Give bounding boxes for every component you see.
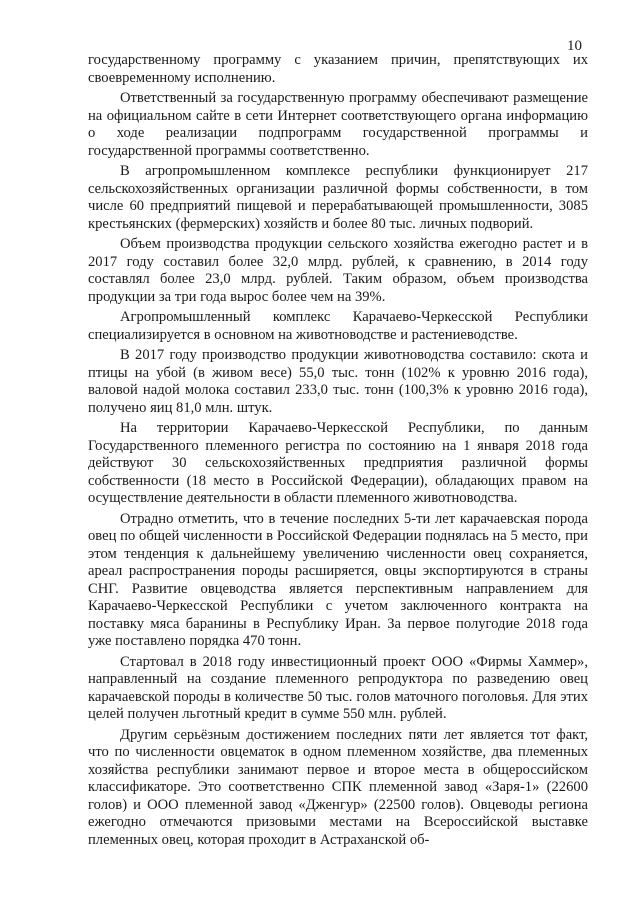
- page-number: 10: [567, 38, 582, 54]
- paragraph: На территории Карачаево-Черкесской Республики, по данным Государственного племенного регистра по состоянию на 1 января 2018 года действуют 30 сельскохозяйственных предприятия различной формы собственности (18 место в Российской Федерации), обладающих правом на осуществление деятельности в области племенного животноводства.: [88, 420, 588, 506]
- paragraph: Стартовал в 2018 году инвестиционный проект ООО «Фирмы Хаммер», направленный на создание племенного репродуктора по разведению овец карачаевской породы в количестве 50 тыс. голов маточного поголовья. Для этих целей получен льготный кредит в сумме 550 млн. рублей.: [88, 653, 588, 722]
- paragraph: государственному программу с указанием причин, препятствующих их своевременному исполнению.: [88, 52, 588, 86]
- paragraph: В агропромышленном комплексе республики функционирует 217 сельскохозяйственных организации различной формы собственности, в том числе 60 предприятий пищевой и перерабатывающей промышленности, 3085 крестьянских (фермерских) хозяйств и более 80 тыс. личных подворий.: [88, 163, 588, 232]
- document-body: [88, 52, 588, 852]
- paragraph: Отрадно отметить, что в течение последних 5-ти лет карачаевская порода овец по общей численности в Российской Федерации поднялась на 5 место, при этом тенденция к дальнейшему увеличению численности овец сохраняется, ареал распространения породы расширяется, овцы экспортируются в страны СНГ. Развитие овцеводства является перспективным направлением для Карачаево-Черкесской Республики с учетом заключенного контракта на поставку мяса баранины в Республику Иран. За первое полугодие 2018 года уже поставлено порядка 470 тонн.: [88, 510, 588, 649]
- paragraph: Другим серьёзным достижением последних пяти лет является тот факт, что по численности овцематок в одном племенном хозяйстве, два племенных хозяйства республики занимают первое и второе места в общероссийском классификаторе. Это соответственно СПК племенной завод «Заря-1» (22600 голов) и ООО племенной завод «Дженгур» (22500 голов). Овцеводы региона ежегодно отмечаются призовыми местами на Всероссийской выставке племенных овец, которая проходит в Астраханской об-: [88, 726, 588, 848]
- paragraph: В 2017 году производство продукции животноводства составило: скота и птицы на убой (в живом весе) 55,0 тыс. тонн (102% к уровню 2016 года), валовой надой молока составил 233,0 тыс. тонн (100,3% к уровню 2016 года), получено яиц 81,0 млн. штук.: [88, 347, 588, 416]
- paragraph: Агропромышленный комплекс Карачаево-Черкесской Республики специализируется в основном на животноводстве и растениеводстве.: [88, 309, 588, 343]
- paragraph: Объем производства продукции сельского хозяйства ежегодно растет и в 2017 году составил более 32,0 млрд. рублей, к сравнению, в 2014 году составлял более 23,0 млрд. рублей. Таким образом, объем производства продукции за три года вырос более чем на 39%.: [88, 236, 588, 305]
- paragraph: Ответственный за государственную программу обеспечивают размещение на официальном сайте в сети Интернет соответствующего органа информацию о ходе реализации подпрограмм государственной программы и государственной программы соответственно.: [88, 90, 588, 159]
